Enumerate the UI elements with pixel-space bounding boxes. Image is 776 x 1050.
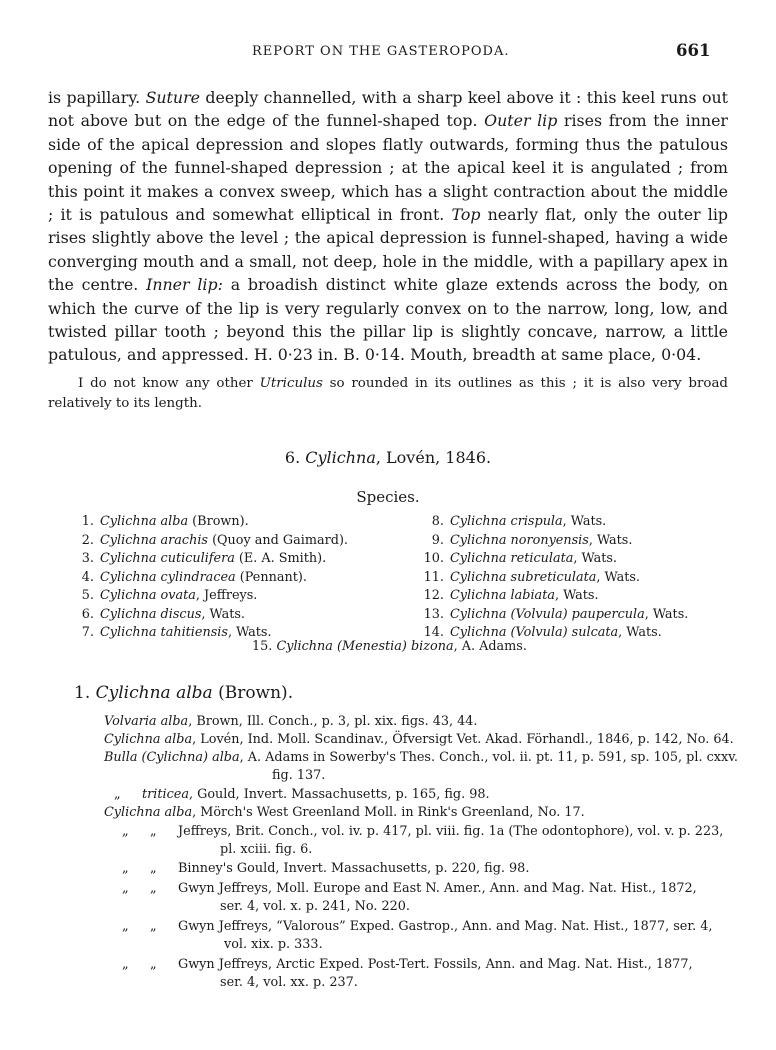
species-item: 2. Cylichna arachis (Quoy and Gaimard).	[81, 532, 349, 548]
species-item: 8. Cylichna crispula, Wats.	[431, 514, 607, 529]
species-item: 11. Cylichna subreticulata, Wats.	[423, 569, 640, 585]
species-item: 9. Cylichna noronyensis, Wats.	[431, 532, 633, 548]
species-item: 1. Cylichna alba (Brown).	[81, 514, 249, 529]
description-paragraph: is papillary. Suture deeply channelled, with a sharp keel above it : this keel runs out not above but on the edge of the funnel-shaped top. Outer lip rises from the inner side of the apical depression and slopes flatly outwards, forming thus the patulous opening of the funnel-shaped depression ; at the apical keel it is angulated ; from this point it makes a convex sweep, which has a slight contraction about the middle ; it is patulous and somewhat elliptical in front. Top nearly flat, only the outer lip rises slightly above the level ; the apical depression is funnel-shaped, having a wide converging mouth and a small, not deep, hole in the middle, with a papillary apex in the centre. Inner lip: a broadish distinct white glaze extends across the body, on which the curve of the lip is very regularly convex on to the narrow, long, low, and twisted pillar tooth ; beyond this the pillar lip is slightly concave, narrow, a little patulous, and appressed. H. 0·23 in. B. 0·14. Mouth, breadth at same place, 0·04.	[48, 88, 728, 365]
section-heading: 1. Cylichna alba (Brown).	[74, 683, 294, 703]
synonymy-entry: „ „ Gwyn Jeffreys, Arctic Exped. Post-Tert. Fossils, Ann. and Mag. Nat. Hist., 1877,	[122, 957, 693, 972]
synonymy-continuation: vol. xix. p. 333.	[224, 937, 323, 952]
species-list-right	[412, 513, 688, 643]
species-item: 13. Cylichna (Volvula) paupercula, Wats.	[423, 606, 689, 622]
synonymy-continuation: fig. 137.	[272, 768, 326, 783]
synonymy-continuation: pl. xciii. fig. 6.	[220, 842, 313, 857]
species-item: 6. Cylichna discus, Wats.	[81, 606, 245, 622]
species-heading: Species.	[356, 488, 420, 506]
synonymy-entry: „ „ Gwyn Jeffreys, “Valorous” Exped. Gastrop., Ann. and Mag. Nat. Hist., 1877, ser. 4,	[122, 919, 713, 934]
synonymy-entry: Volvaria alba, Brown, Ill. Conch., p. 3, pl. xix. figs. 43, 44.	[104, 714, 478, 729]
synonymy-continuation: ser. 4, vol. xx. p. 237.	[220, 975, 358, 990]
page-number: 661	[676, 41, 711, 60]
synonymy-continuation: ser. 4, vol. x. p. 241, No. 220.	[220, 899, 410, 914]
species-item: 14. Cylichna (Volvula) sulcata, Wats.	[423, 625, 662, 640]
running-title: REPORT ON THE GASTEROPODA.	[252, 44, 510, 59]
remark-paragraph: I do not know any other Utriculus so rounded in its outlines as this ; it is also very broad relatively to its length.	[48, 376, 728, 411]
synonymy-entry: „ „ Gwyn Jeffreys, Moll. Europe and East N. Amer., Ann. and Mag. Nat. Hist., 1872,	[122, 881, 697, 896]
genus-heading: 6. Cylichna, Lovén, 1846.	[284, 448, 492, 467]
synonymy-entry: Bulla (Cylichna) alba, A. Adams in Sowerby's Thes. Conch., vol. ii. pt. 11, p. 591, sp. 105, pl. cxxv.	[104, 750, 738, 765]
species-item: 7. Cylichna tahitiensis, Wats.	[81, 625, 272, 640]
synonymy-entry: „ „ Jeffreys, Brit. Conch., vol. iv. p. 417, pl. viii. fig. 1a (The odontophore), vol. v. p. 223,	[122, 824, 724, 839]
synonymy-entry: Cylichna alba, Lovén, Ind. Moll. Scandinav., Öfversigt Vet. Akad. Förhandl., 1846, p. 142, No. 64.	[104, 732, 734, 747]
species-item: 3. Cylichna cuticulifera (E. A. Smith).	[81, 551, 327, 566]
running-header	[0, 41, 776, 68]
species-item: 10. Cylichna reticulata, Wats.	[423, 551, 617, 566]
species-item: 12. Cylichna labiata, Wats.	[423, 588, 599, 603]
synonymy-entry: „ triticea, Gould, Invert. Massachusetts, p. 165, fig. 98.	[114, 787, 490, 802]
species-list-left	[72, 513, 348, 643]
species-item: 4. Cylichna cylindracea (Pennant).	[81, 569, 307, 585]
species-item: 15. Cylichna (Menestia) bizona, A. Adams.	[252, 639, 527, 654]
synonymy-entry: Cylichna alba, Mörch's West Greenland Moll. in Rink's Greenland, No. 17.	[104, 805, 585, 820]
synonymy-entry: „ „ Binney's Gould, Invert. Massachusetts, p. 220, fig. 98.	[122, 861, 530, 876]
species-item: 5. Cylichna ovata, Jeffreys.	[81, 588, 258, 603]
